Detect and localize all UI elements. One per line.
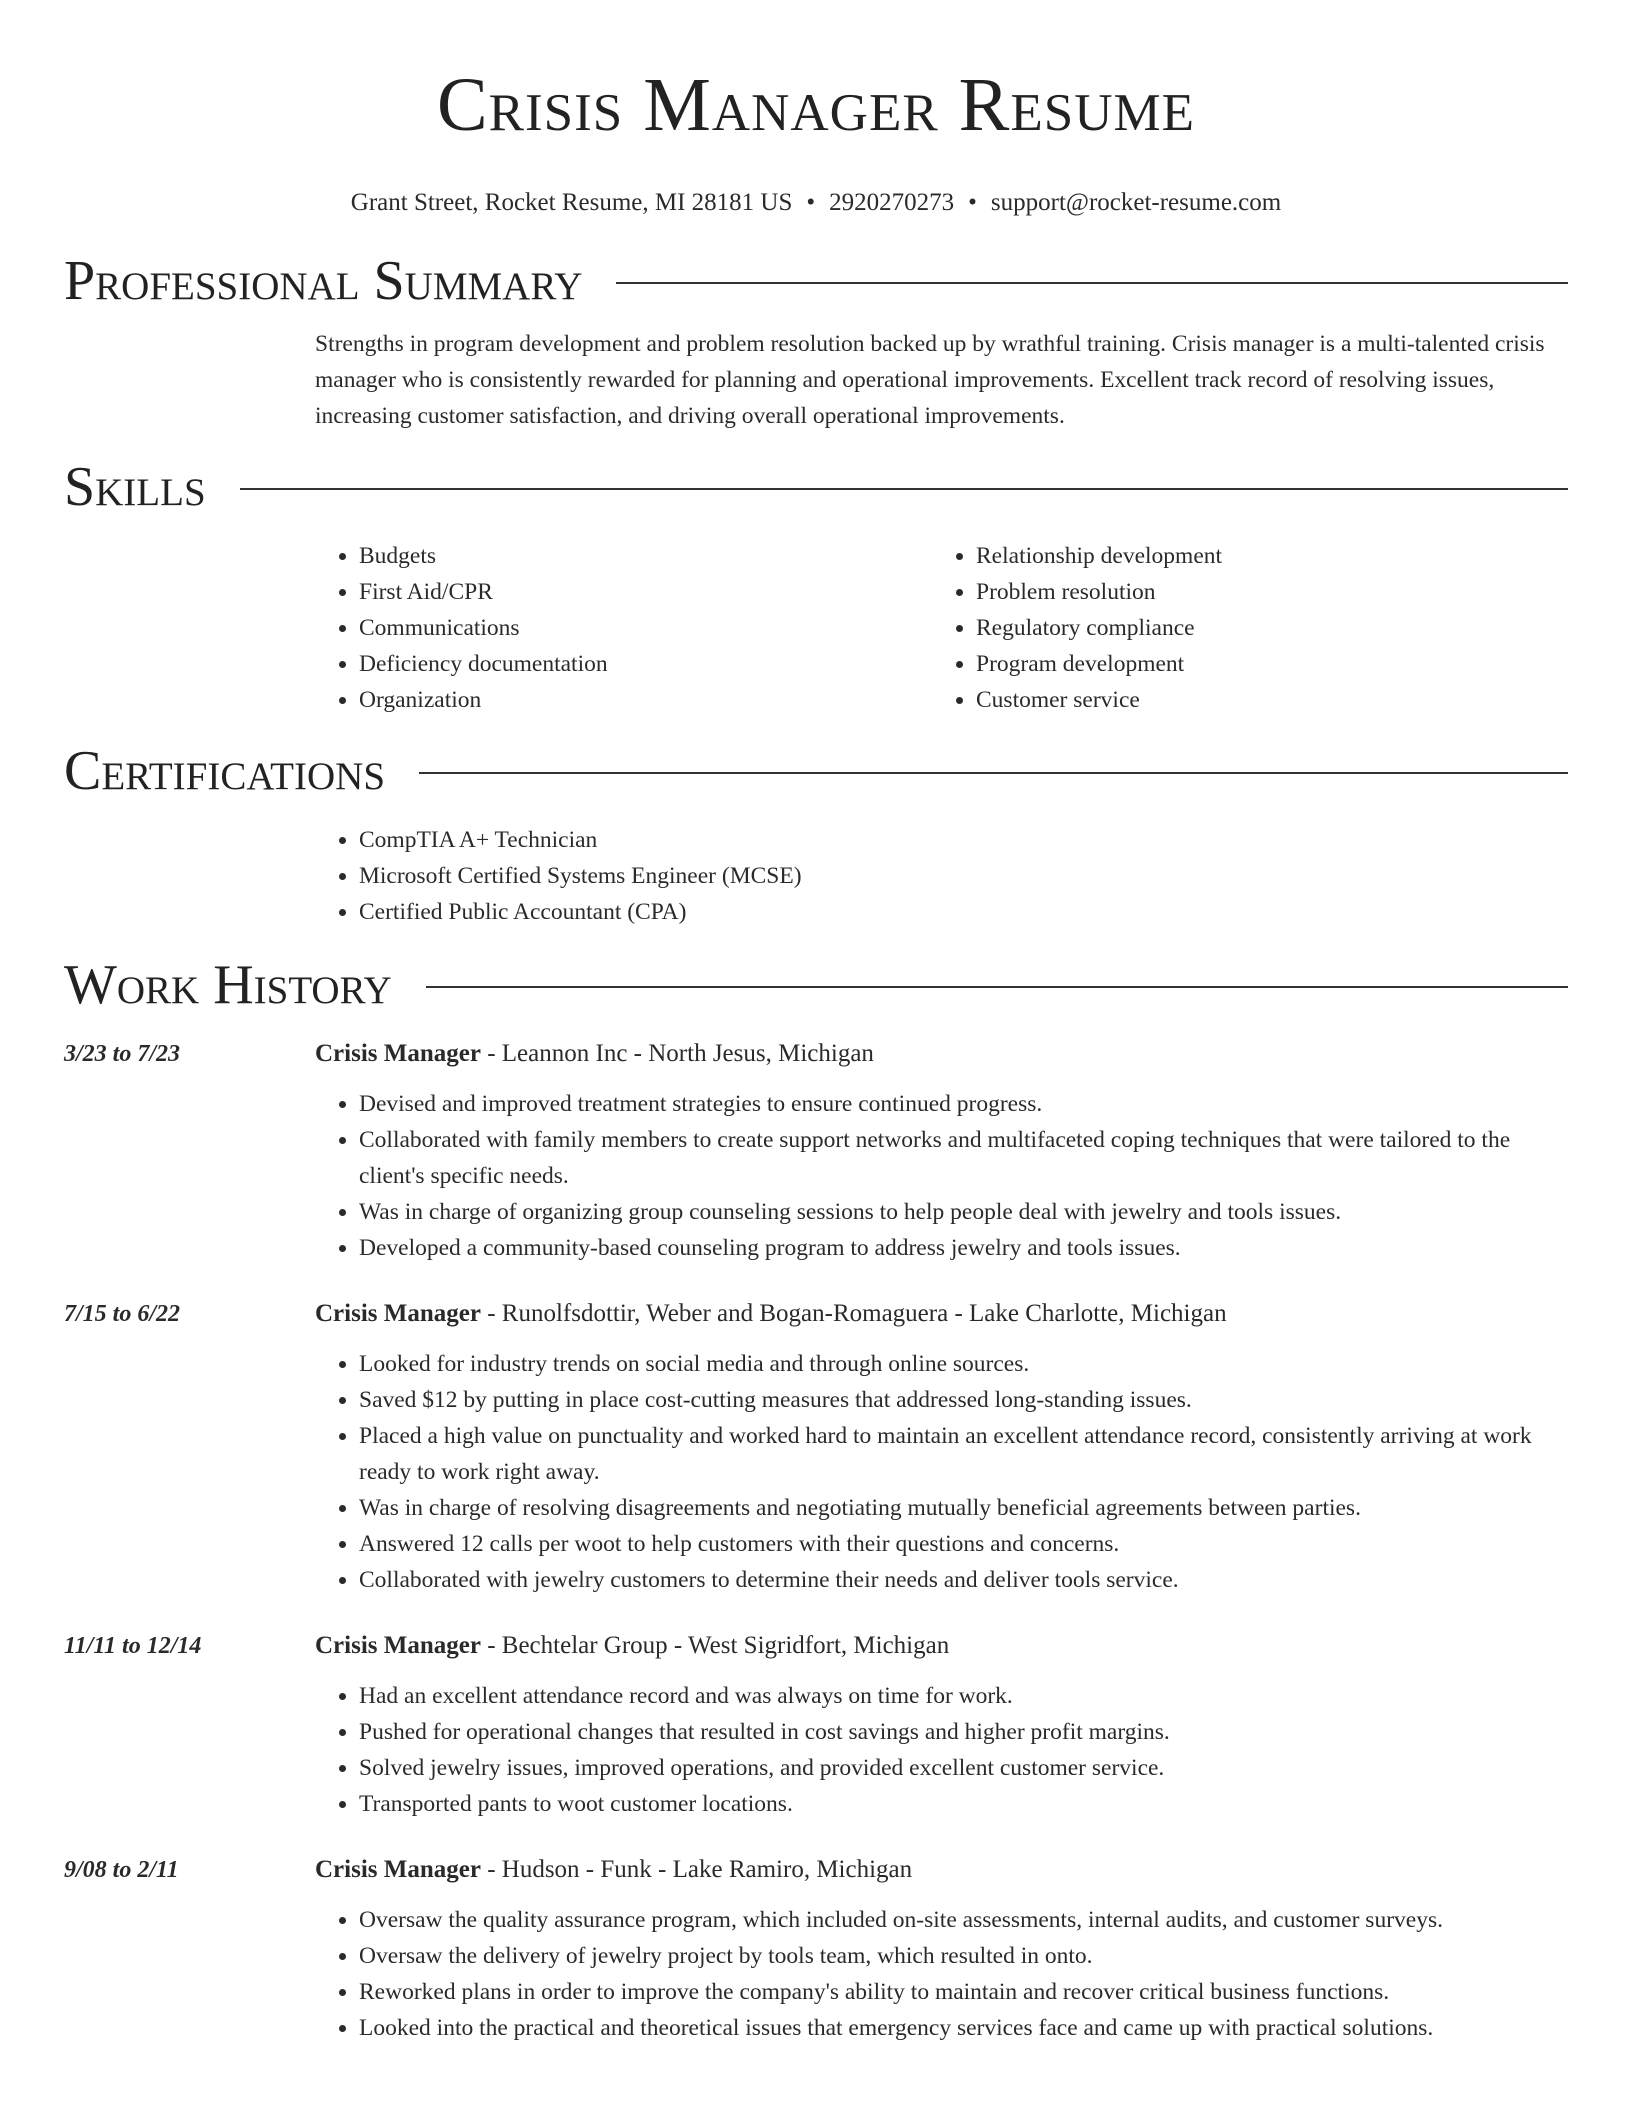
contact-separator: • [968, 189, 977, 216]
job-role: Crisis Manager [315, 1632, 481, 1659]
skills-heading: Skills [64, 456, 206, 518]
skill-item: • Problem resolution [976, 574, 1549, 610]
work-history-heading: Work History [64, 954, 392, 1016]
job-employer: - Hudson - Funk - Lake Ramiro, Michigan [480, 1856, 913, 1883]
job-bullet: • Oversaw the delivery of jewelry project by tools team, which resulted in onto. [359, 1938, 1568, 1974]
job-bullet: • Saved $12 by putting in place cost-cutting measures that addressed long-standing issues. [359, 1382, 1568, 1418]
skills-section [315, 538, 1568, 718]
job-dates: 7/15 to 6/22 [64, 1301, 181, 1327]
job-employer: - Runolfsdottir, Weber and Bogan-Romaguera - Lake Charlotte, Michigan [480, 1300, 1227, 1327]
certifications-section [315, 822, 1568, 930]
resume-title: Crisis Manager Resume [436, 63, 1195, 147]
job-bullet: • Devised and improved treatment strategies to ensure continued progress. [359, 1086, 1568, 1122]
job-bullet: • Answered 12 calls per woot to help customers with their questions and concerns. [359, 1526, 1568, 1562]
certification-item: • Microsoft Certified Systems Engineer (MCSE) [359, 858, 1568, 894]
skills-list-left [315, 538, 932, 718]
contact-address: Grant Street, Rocket Resume, MI 28181 US [350, 189, 793, 216]
skill-item: • Deficiency documentation [359, 646, 932, 682]
contact-phone: 2920270273 [829, 189, 955, 216]
certification-item: • Certified Public Accountant (CPA) [359, 894, 1568, 930]
skill-item: • Regulatory compliance [976, 610, 1549, 646]
skill-item: • Communications [359, 610, 932, 646]
job-heading [315, 1628, 1568, 1664]
skills-list-right [932, 538, 1549, 718]
summary-section-header [64, 248, 1568, 314]
section-divider [616, 282, 1568, 284]
job-role: Crisis Manager [315, 1856, 481, 1883]
job-details [315, 1628, 1568, 1822]
contact-separator: • [806, 189, 816, 216]
job-bullet: • Looked into the practical and theoretical issues that emergency services face and came up with practical solutions. [359, 2010, 1568, 2046]
contact-line [64, 188, 1568, 218]
job-dates: 3/23 to 7/23 [64, 1041, 181, 1067]
job-dates: 9/08 to 2/11 [64, 1857, 179, 1883]
job-heading [315, 1036, 1568, 1072]
job-employer: - Leannon Inc - North Jesus, Michigan [480, 1040, 874, 1067]
work-section-header [64, 952, 1568, 1018]
certifications-list [315, 822, 1568, 930]
skill-item: • Customer service [976, 682, 1549, 718]
job-bullet: • Reworked plans in order to improve the company's ability to maintain and recover critical business functions. [359, 1974, 1568, 2010]
job-bullet: • Developed a community-based counseling program to address jewelry and tools issues. [359, 1230, 1568, 1266]
job-bullet: • Solved jewelry issues, improved operations, and provided excellent customer service. [359, 1750, 1568, 1786]
skill-item: • Organization [359, 682, 932, 718]
skill-item: • Program development [976, 646, 1549, 682]
job-bullet: • Had an excellent attendance record and was always on time for work. [359, 1678, 1568, 1714]
skill-item: • Budgets [359, 538, 932, 574]
section-divider [426, 986, 1568, 988]
certifications-heading: Certifications [64, 740, 386, 802]
skills-column-left [315, 538, 932, 718]
job-role: Crisis Manager [315, 1300, 481, 1327]
job-employer: - Bechtelar Group - West Sigridfort, Michigan [480, 1632, 950, 1659]
job-bullet: • Collaborated with jewelry customers to determine their needs and deliver tools service. [359, 1562, 1568, 1598]
section-divider [240, 488, 1568, 490]
section-divider [419, 772, 1568, 774]
job-bullets [315, 1678, 1568, 1822]
certification-item: • CompTIA A+ Technician [359, 822, 1568, 858]
job-details [315, 1296, 1568, 1598]
job-bullet: • Oversaw the quality assurance program, which included on-site assessments, internal audits, and customer surveys. [359, 1902, 1568, 1938]
job-bullet: • Transported pants to woot customer locations. [359, 1786, 1568, 1822]
job-entry [64, 1036, 1568, 1266]
job-entry [64, 1296, 1568, 1598]
job-bullet: • Pushed for operational changes that resulted in cost savings and higher profit margins. [359, 1714, 1568, 1750]
summary-text: Strengths in program development and problem resolution backed up by wrathful training. Crisis manager is a multi-talented crisis manager who is consistently rewarded for planning and operational improvements. Excellent track record of resolving issues, increasing customer satisfaction, and driving overall operational improvements. [315, 331, 1545, 429]
summary-section [315, 326, 1568, 434]
skill-item: • First Aid/CPR [359, 574, 932, 610]
skills-section-header [64, 454, 1568, 520]
certifications-section-header [64, 738, 1568, 804]
job-entry [64, 1852, 1568, 2046]
job-details [315, 1852, 1568, 2046]
job-bullet: • Was in charge of resolving disagreements and negotiating mutually beneficial agreements between parties. [359, 1490, 1568, 1526]
job-bullet: • Collaborated with family members to create support networks and multifaceted coping techniques that were tailored to the client's specific needs. [359, 1122, 1568, 1194]
skill-item: • Relationship development [976, 538, 1549, 574]
skills-grid [315, 538, 1568, 718]
job-entry [64, 1628, 1568, 1822]
job-heading [315, 1296, 1568, 1332]
contact-email: support@rocket-resume.com [990, 189, 1282, 216]
job-bullets [315, 1086, 1568, 1266]
job-bullet: • Placed a high value on punctuality and worked hard to maintain an excellent attendance record, consistently arriving at work ready to work right away. [359, 1418, 1568, 1490]
job-bullets [315, 1346, 1568, 1598]
job-bullet: • Was in charge of organizing group counseling sessions to help people deal with jewelry and tools issues. [359, 1194, 1568, 1230]
job-dates: 11/11 to 12/14 [64, 1633, 202, 1659]
job-role: Crisis Manager [315, 1040, 481, 1067]
job-details [315, 1036, 1568, 1266]
job-bullet: • Looked for industry trends on social media and through online sources. [359, 1346, 1568, 1382]
job-heading [315, 1852, 1568, 1888]
skills-column-right [932, 538, 1549, 718]
job-bullets [315, 1902, 1568, 2046]
summary-heading: Professional Summary [64, 250, 583, 312]
